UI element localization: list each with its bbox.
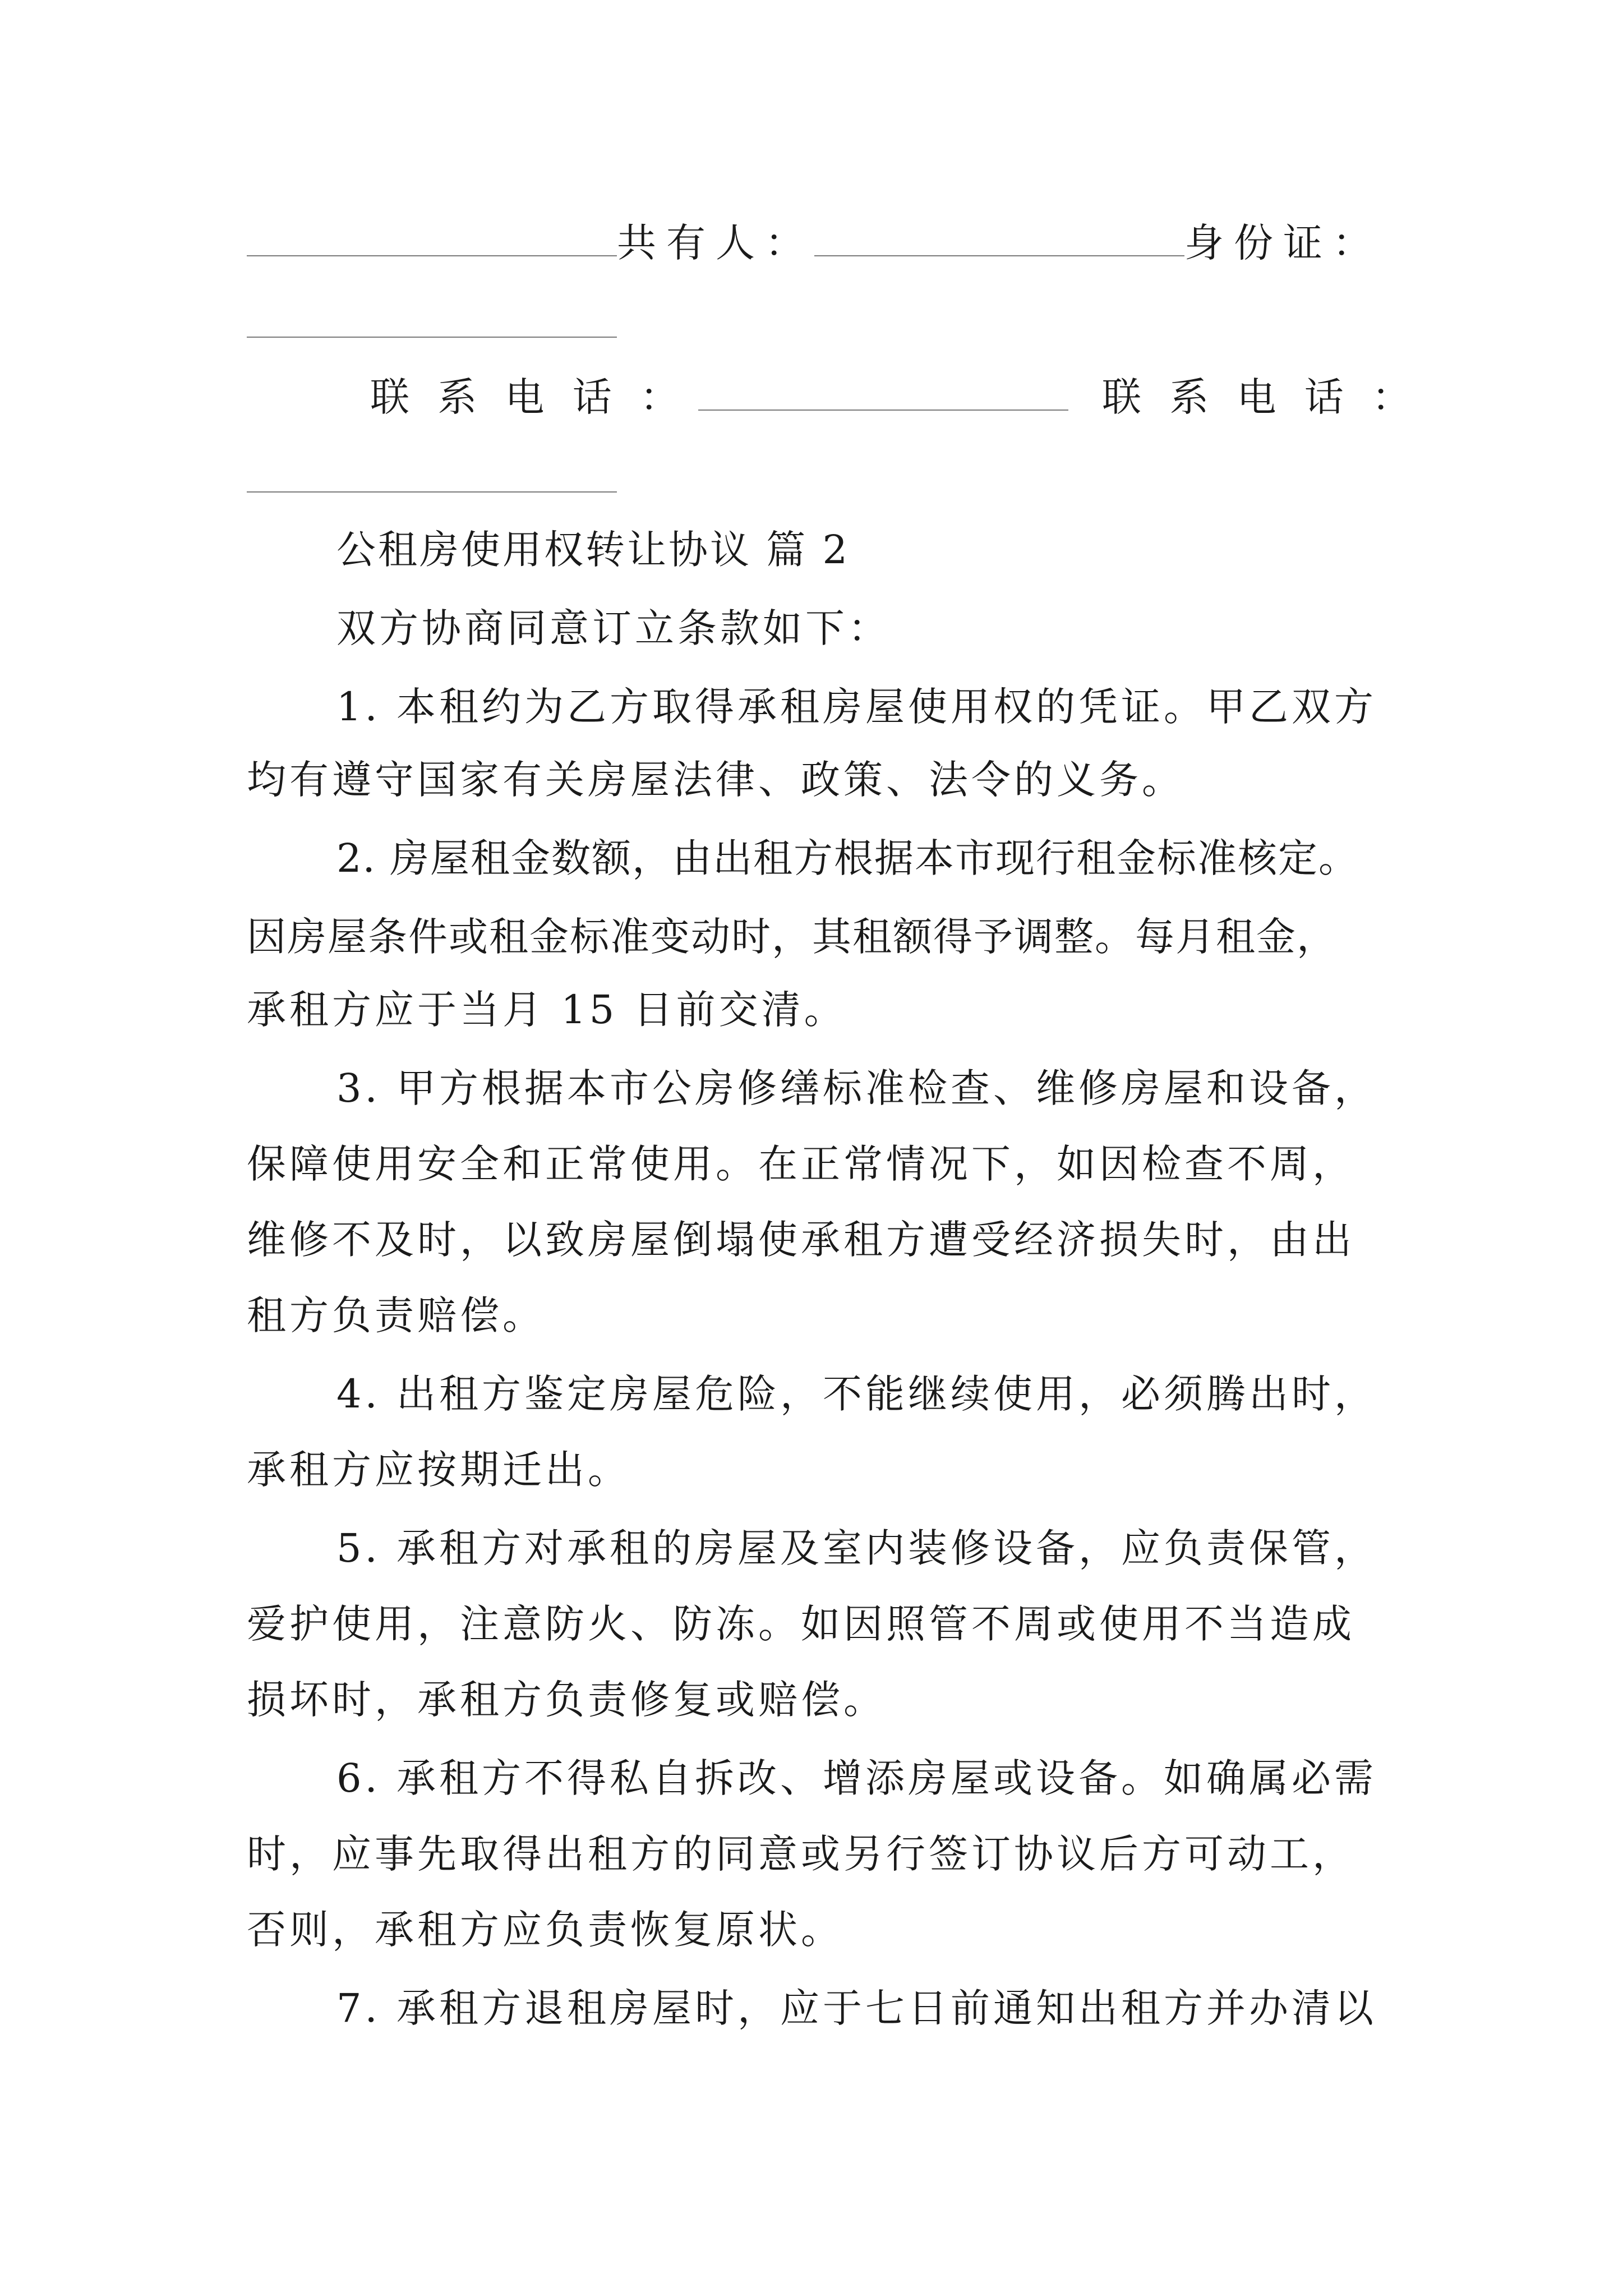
phone-blank-2[interactable] (247, 491, 617, 493)
body-line: 承租方应于当月 15 日前交清。 (247, 987, 847, 1033)
body-line: 5. 承租方对承租的房屋及室内装修设备，应负责保管， (336, 1525, 1377, 1571)
phone-row (370, 370, 1525, 422)
body-line: 因房屋条件或租金标准变动时，其租额得予调整。每月租金， (247, 914, 1337, 960)
signature-blank[interactable] (247, 216, 617, 256)
co-owner-row (247, 216, 1402, 268)
body-line: 承租方应按期迁出。 (247, 1447, 630, 1493)
body-line: 时，应事先取得出租方的同意或另行签订协议后方可动工， (247, 1831, 1355, 1877)
phone-blank-1[interactable] (698, 370, 1068, 411)
body-line: 7. 承租方退租房屋时，应于七日前通知出租方并办清以 (336, 1985, 1377, 2031)
phone-label-2: 联 系 电 话 ： (1102, 374, 1419, 420)
body-line: 6. 承租方不得私自拆改、增添房屋或设备。如确属必需 (336, 1755, 1377, 1801)
id-card-label: 身份证： (1184, 220, 1382, 266)
body-line: 4. 出租方鉴定房屋危险，不能继续使用，必须腾出时， (336, 1371, 1377, 1417)
body-line: 损坏时，承租方负责修复或赔偿。 (247, 1677, 886, 1723)
co-owner-label: 共有人： (617, 220, 814, 266)
phone-label-1: 联 系 电 话 ： (370, 374, 688, 420)
body-line: 租方负责赔偿。 (247, 1292, 545, 1338)
co-owner-blank[interactable] (814, 216, 1184, 256)
body-line: 2. 房屋租金数额，由出租方根据本市现行租金标准核定。 (336, 835, 1359, 881)
body-line: 均有遵守国家有关房屋法律、政策、法令的义务。 (247, 757, 1184, 803)
body-line: 否则，承租方应负责恢复原状。 (247, 1907, 843, 1953)
id-card-blank[interactable] (247, 337, 617, 338)
body-line: 双方协商同意订立条款如下： (336, 605, 891, 651)
body-line: 维修不及时，以致房屋倒塌使承租方遭受经济损失时，由出 (247, 1217, 1355, 1263)
body-line: 1. 本租约为乙方取得承租房屋使用权的凭证。甲乙双方 (336, 684, 1377, 730)
body-line: 爱护使用，注意防火、防冻。如因照管不周或使用不当造成 (247, 1601, 1355, 1647)
body-line: 保障使用安全和正常使用。在正常情况下，如因检查不周， (247, 1141, 1355, 1187)
section-title: 公租房使用权转让协议 篇 2 (336, 527, 850, 573)
body-line: 3. 甲方根据本市公房修缮标准检查、维修房屋和设备， (336, 1065, 1377, 1111)
